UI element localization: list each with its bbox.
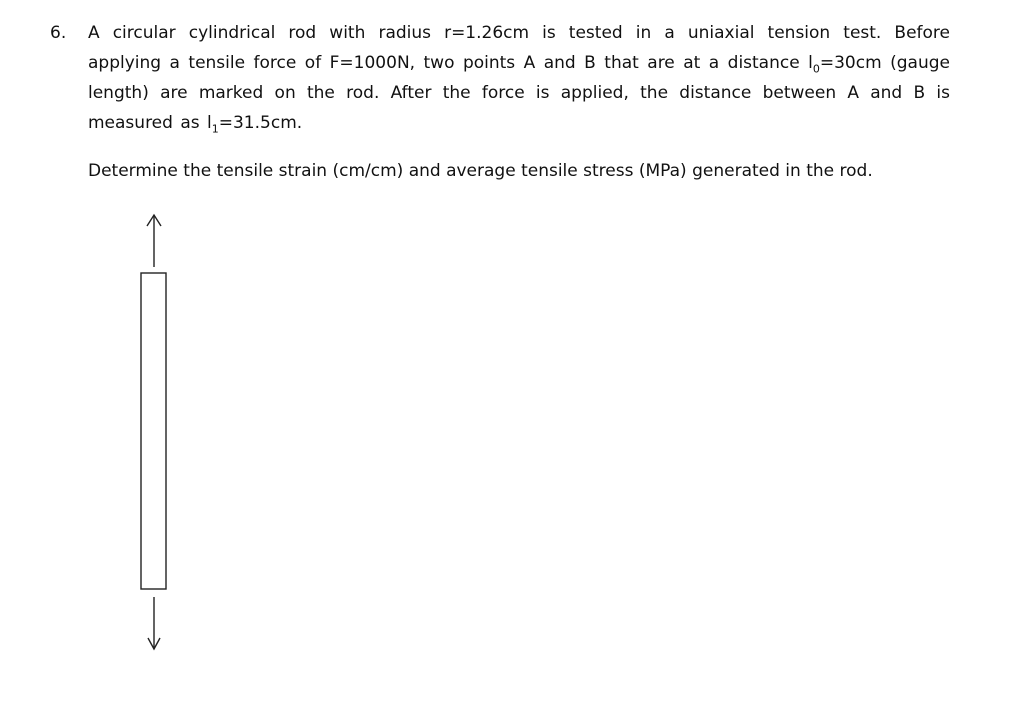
problem-text-part2: =30cm (gauge length) are marked on the rod. After the force is applied, the distance between A and B is measured as l bbox=[88, 53, 950, 133]
question-text: Determine the tensile strain (cm/cm) and average tensile stress (MPa) generated in the rod. bbox=[88, 161, 873, 181]
problem-number: 6. bbox=[50, 23, 67, 43]
problem-text-part3: =31.5cm. bbox=[218, 113, 303, 133]
subscript-1: 1 bbox=[211, 122, 219, 136]
rod-rectangle bbox=[141, 273, 166, 589]
rod-diagram bbox=[120, 205, 190, 665]
up-arrow-icon bbox=[147, 215, 161, 267]
problem-text bbox=[88, 18, 950, 138]
problem-text-part1: A circular cylindrical rod with radius r=1.26cm is tested in a uniaxial tension test. Before applying a tensile force of F=1000N, two points A and B that are at a distance l bbox=[88, 23, 950, 73]
down-arrow-icon bbox=[148, 597, 160, 649]
problem-statement bbox=[50, 18, 950, 138]
subscript-0: 0 bbox=[812, 62, 820, 76]
